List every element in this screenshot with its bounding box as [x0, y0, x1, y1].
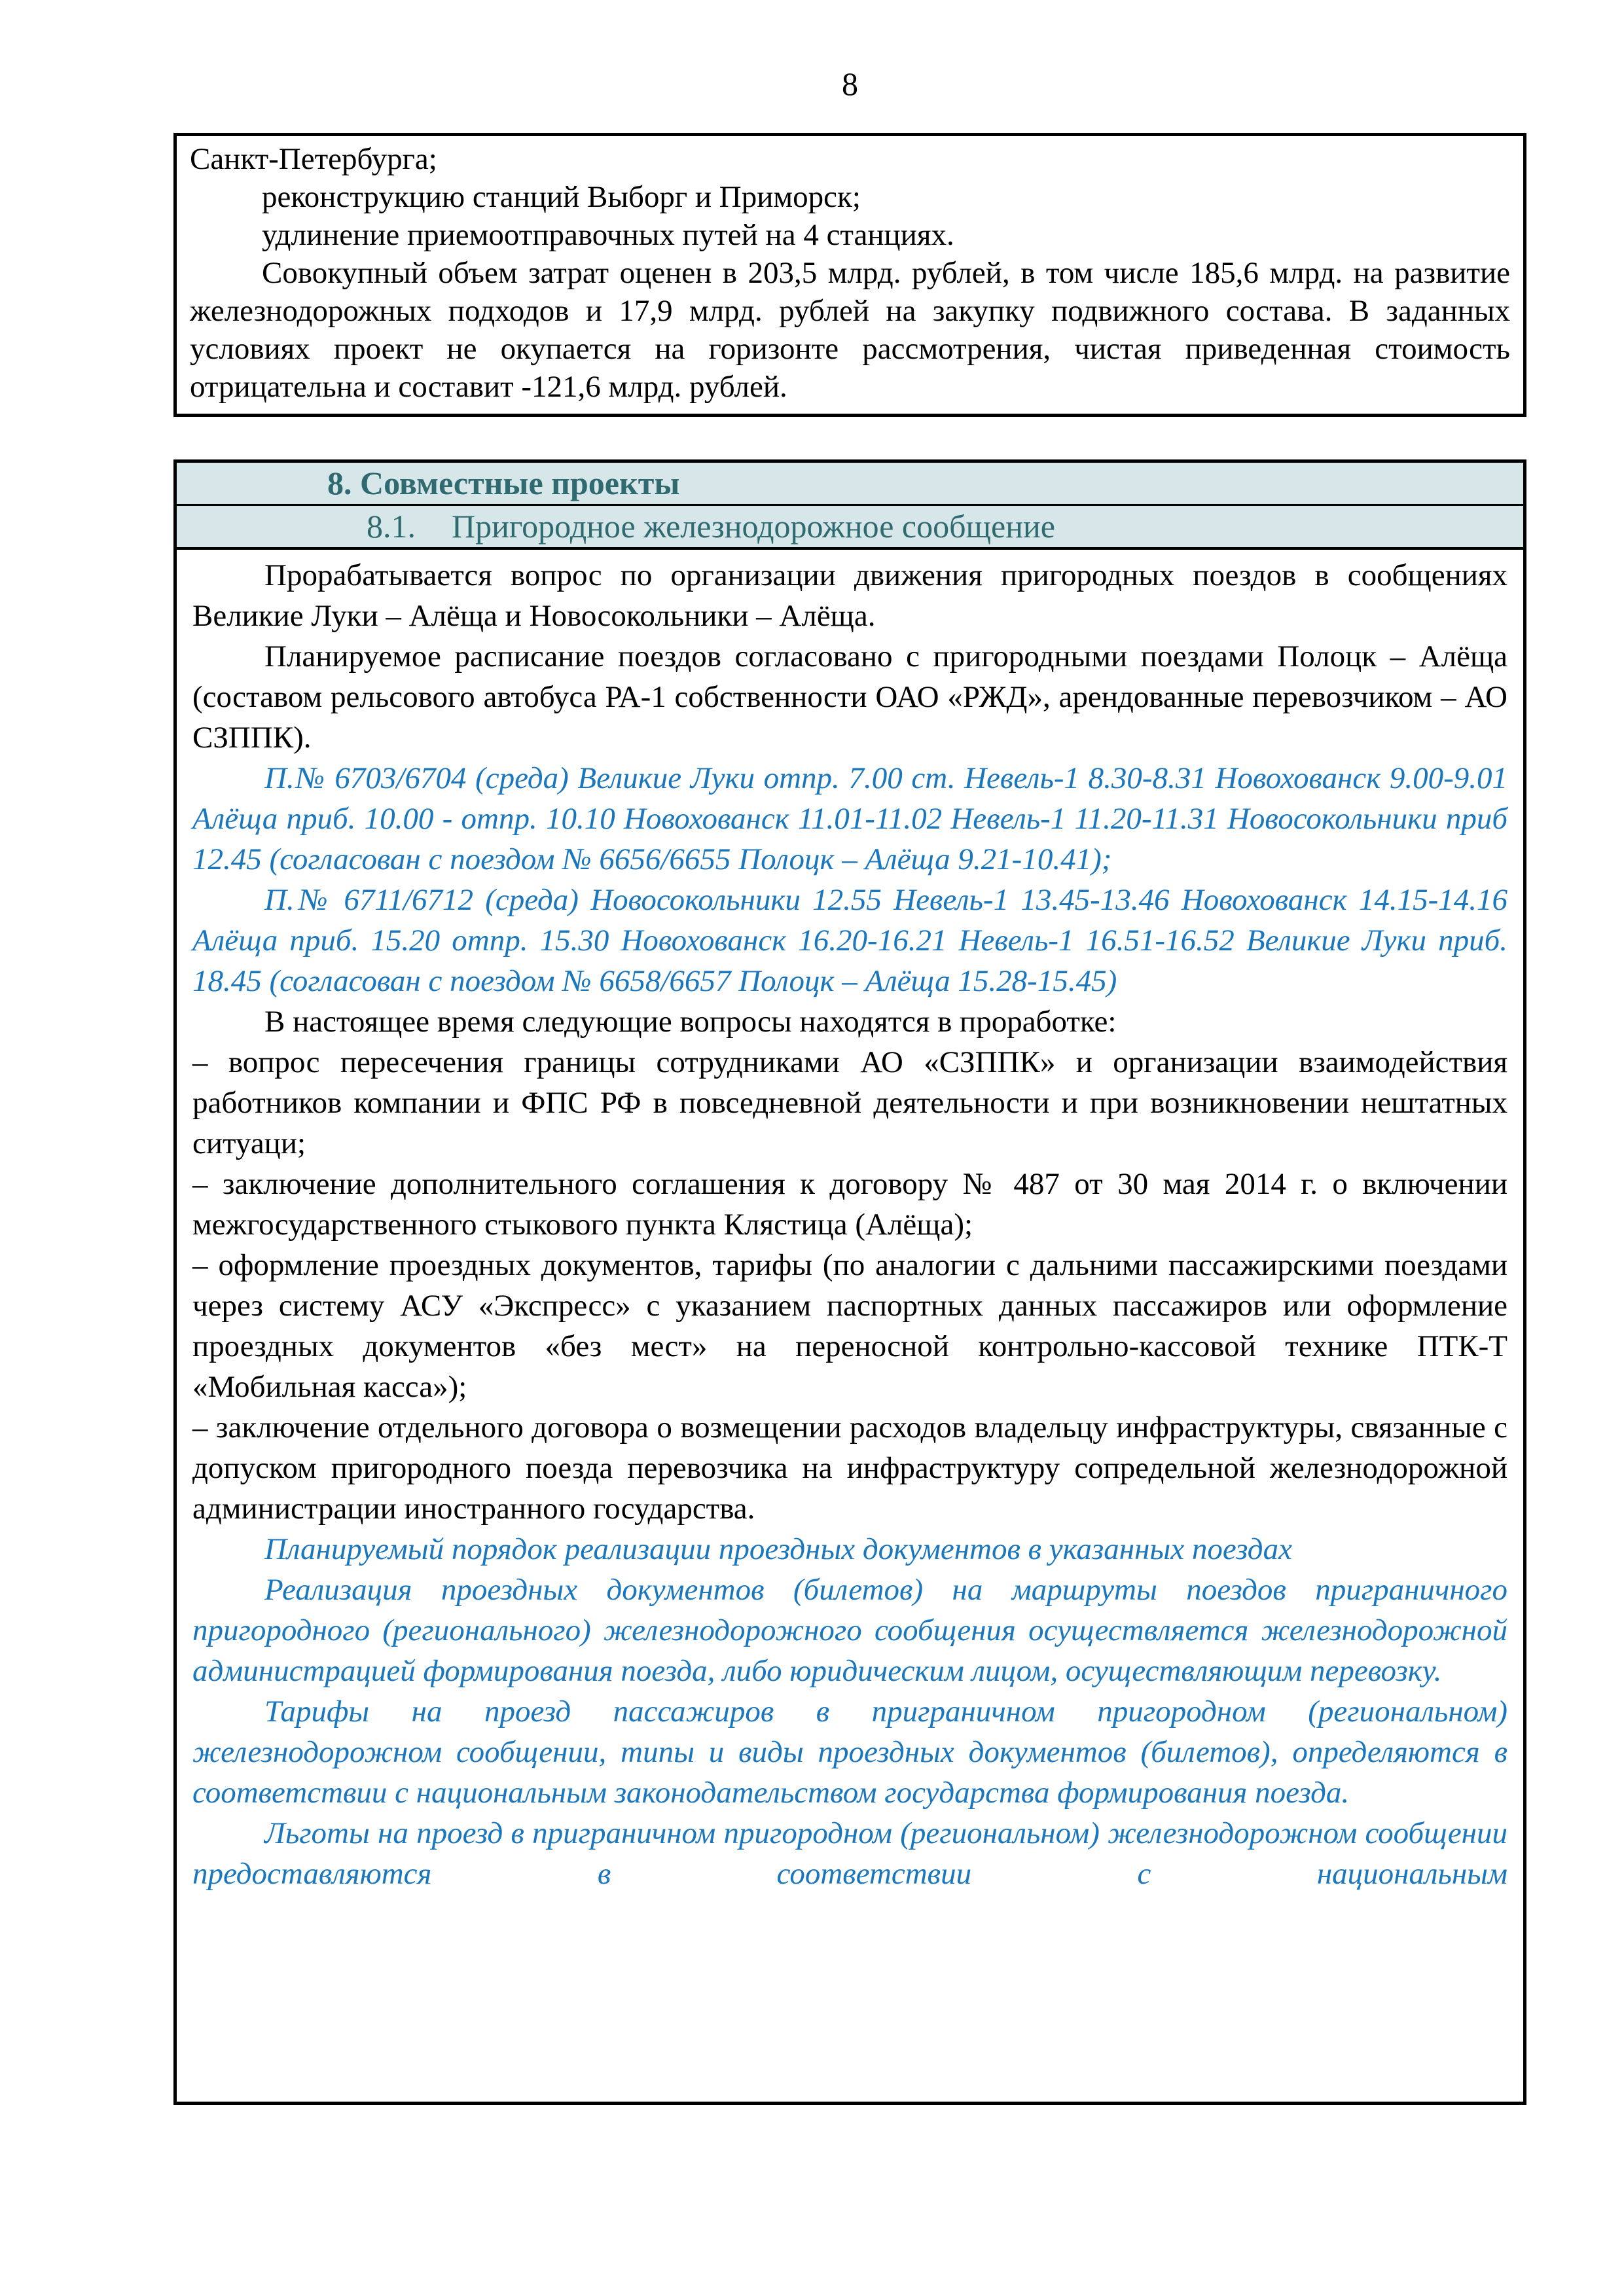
paragraph: – вопрос пересечения границы сотрудниками АО «СЗППК» и организации взаимодействия работников компании и ФПС РФ в повседневной деятельности и при возникновении нештатных ситуаци;	[192, 1045, 1507, 1160]
subsection-heading-row	[177, 506, 1523, 550]
section-heading-row	[177, 463, 1523, 506]
subsection-title: Пригородное железнодорожное сообщение	[452, 508, 1055, 545]
paragraph: Планируемое расписание поездов согласовано с пригородными поездами Полоцк – Алёща (составом рельсового автобуса РА-1 собственности ОАО «РЖД», арендованные перевозчиком – АО СЗППК).	[192, 639, 1507, 755]
paragraph: Прорабатывается вопрос по организации движения пригородных поездов в сообщениях Великие Луки – Алёща и Новосокольники – Алёща.	[192, 558, 1507, 633]
section-body	[177, 550, 1523, 2102]
paragraph: П.№ 6711/6712 (среда) Новосокольники 12.55 Невель-1 13.45-13.46 Новохованск 14.15-14.16 Алёща приб. 15.20 отпр. 15.30 Новохованск 16.20-16.21 Невель-1 16.51-16.52 Великие Луки приб. 18.45 (согласован с поездом № 6658/6657 Полоцк – Алёща 15.28-15.45)	[192, 883, 1507, 998]
paragraph: Планируемый порядок реализации проездных документов в указанных поездах	[264, 1532, 1292, 1566]
continuation-box	[173, 133, 1526, 417]
subsection-number: 8.1.	[367, 508, 416, 545]
paragraph: – заключение отдельного договора о возмещении расходов владельцу инфраструктуры, связанные с допуском пригородного поезда перевозчика на инфраструктуру сопредельной железнодорожной администрации иностранного государства.	[192, 1410, 1507, 1526]
paragraph: Тарифы на проезд пассажиров в приграничном пригородном (региональном) железнодорожном сообщении, типы и виды проездных документов (билетов), определяются в соответствии с национальным законодательством государства формирования поезда.	[192, 1695, 1507, 1810]
paragraph: Льготы на проезд в приграничном пригородном (региональном) железнодорожном сообщении предоставляются в соответствии с национальным	[192, 1816, 1507, 1891]
paragraph: Санкт-Петербурга;	[190, 142, 437, 176]
paragraph: – оформление проездных документов, тарифы (по аналогии с дальними пассажирскими поездами через систему АСУ «Экспресс» с указанием паспортных данных пассажиров или оформление проездных документов «без мест» на переносной контрольно-кассовой технике ПТК-Т «Мобильная касса»);	[192, 1248, 1507, 1404]
paragraph: Реализация проездных документов (билетов) на маршруты поездов приграничного пригородного (регионального) железнодорожного сообщения осуществляется железнодорожной администрацией формирования поезда, либо юридическим лицом, осуществляющим перевозку.	[192, 1573, 1507, 1688]
paragraph: – заключение дополнительного соглашения к договору № 487 от 30 мая 2014 г. о включении межгосударственного стыкового пункта Клястица (Алёща);	[192, 1167, 1507, 1242]
section-table	[173, 459, 1526, 2105]
paragraph: реконструкцию станций Выборг и Приморск;	[262, 180, 861, 214]
continuation-box-content	[190, 140, 1510, 406]
paragraph: П.№ 6703/6704 (среда) Великие Луки отпр. 7.00 ст. Невель-1 8.30-8.31 Новохованск 9.00-9.01 Алёща приб. 10.00 - отпр. 10.10 Новохованск 11.01-11.02 Невель-1 11.20-11.31 Новосокольники приб 12.45 (согласован с поездом № 6656/6655 Полоцк – Алёща 9.21-10.41);	[192, 761, 1507, 876]
section-heading: 8. Совместные проекты	[327, 465, 680, 501]
paragraph: В настоящее время следующие вопросы находятся в проработке:	[264, 1005, 1117, 1039]
paragraph: удлинение приемоотправочных путей на 4 станциях.	[262, 218, 954, 252]
page-number: 8	[842, 65, 858, 102]
paragraph: Совокупный объем затрат оценен в 203,5 млрд. рублей, в том числе 185,6 млрд. на развитие железнодорожных подходов и 17,9 млрд. рублей на закупку подвижного состава. В заданных условиях проект не окупается на горизонте рассмотрения, чистая приведенная стоимость отрицательна и составит -121,6 млрд. рублей.	[190, 256, 1510, 404]
